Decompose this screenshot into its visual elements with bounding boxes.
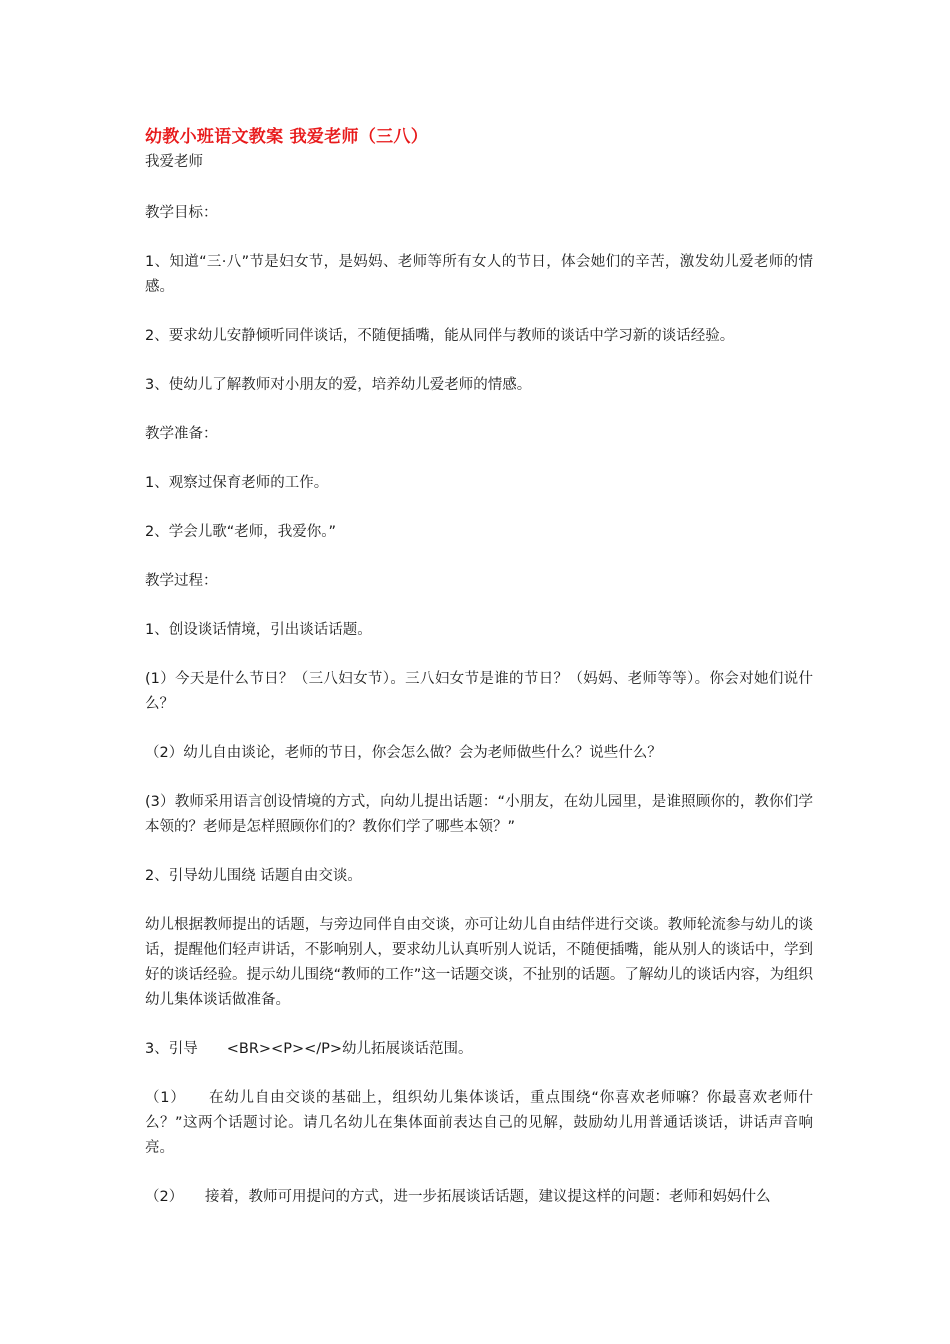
- process-step-1-sub-1: (1）今天是什么节日？（三八妇女节）。三八妇女节是谁的节日？（妈妈、老师等等）。你会对她们说什么？: [145, 671, 813, 712]
- process-step-1-sub-2: （2）幼儿自由谈论，老师的节日，你会怎么做？会为老师做些什么？说些什么？: [145, 745, 662, 761]
- goal-item-3: 3、使幼儿了解教师对小朋友的爱，培养幼儿爱老师的情感。: [145, 377, 532, 393]
- goal-item-2: 2、要求幼儿安静倾听同伴谈话，不随便插嘴，能从同伴与教师的谈话中学习新的谈话经验。: [145, 328, 735, 344]
- process-step-2-body: 幼儿根据教师提出的话题，与旁边同伴自由交谈，亦可让幼儿自由结伴进行交谈。教师轮流参与幼儿的谈话，提醒他们轻声讲话，不影响别人，要求幼儿认真听别人说话，不随便插嘴，能从别人的谈话中，学到好的谈话经验。提示幼儿围绕“教师的工作”这一话题交谈，不扯别的话题。了解幼儿的谈话内容，为组织幼儿集体谈话做准备。: [145, 917, 813, 1008]
- document-page: [145, 124, 813, 1210]
- process-step-3-sub-2: （2） 接着，教师可用提问的方式，进一步拓展谈话话题，建议提这样的问题：老师和妈妈什么: [145, 1189, 771, 1205]
- process-step-2: 2、引导幼儿围绕 话题自由交谈。: [145, 868, 362, 884]
- document-subtitle: 我爱老师: [145, 154, 203, 170]
- goal-item-1: 1、知道“三·八”节是妇女节，是妈妈、老师等所有女人的节日，体会她们的辛苦，激发幼儿爱老师的情感。: [145, 254, 813, 295]
- process-step-1-sub-3: (3）教师采用语言创设情境的方式，向幼儿提出话题：“小朋友，在幼儿园里，是谁照顾你的，教你们学本领的？老师是怎样照顾你们的？教你们学了哪些本领？”: [145, 794, 813, 835]
- process-step-1: 1、创设谈话情境，引出谈话话题。: [145, 622, 372, 638]
- preparation-item-1: 1、观察过保育老师的工作。: [145, 475, 329, 491]
- preparation-item-2: 2、学会儿歌“老师，我爱你。”: [145, 524, 336, 540]
- section-heading-preparation: 教学准备：: [145, 426, 218, 442]
- process-step-3-sub-1: （1） 在幼儿自由交谈的基础上，组织幼儿集体谈话，重点围绕“你喜欢老师嘛？你最喜欢老师什么？”这两个话题讨论。请几名幼儿在集体面前表达自己的见解，鼓励幼儿用普通话谈话，讲话声音响亮。: [145, 1090, 813, 1156]
- document-title: 幼教小班语文教案 我爱老师（三八）: [145, 127, 429, 147]
- process-step-3: 3、引导 <BR><P></P>幼儿拓展谈话范围。: [145, 1041, 473, 1057]
- section-heading-goals: 教学目标：: [145, 205, 218, 221]
- section-heading-process: 教学过程：: [145, 573, 218, 589]
